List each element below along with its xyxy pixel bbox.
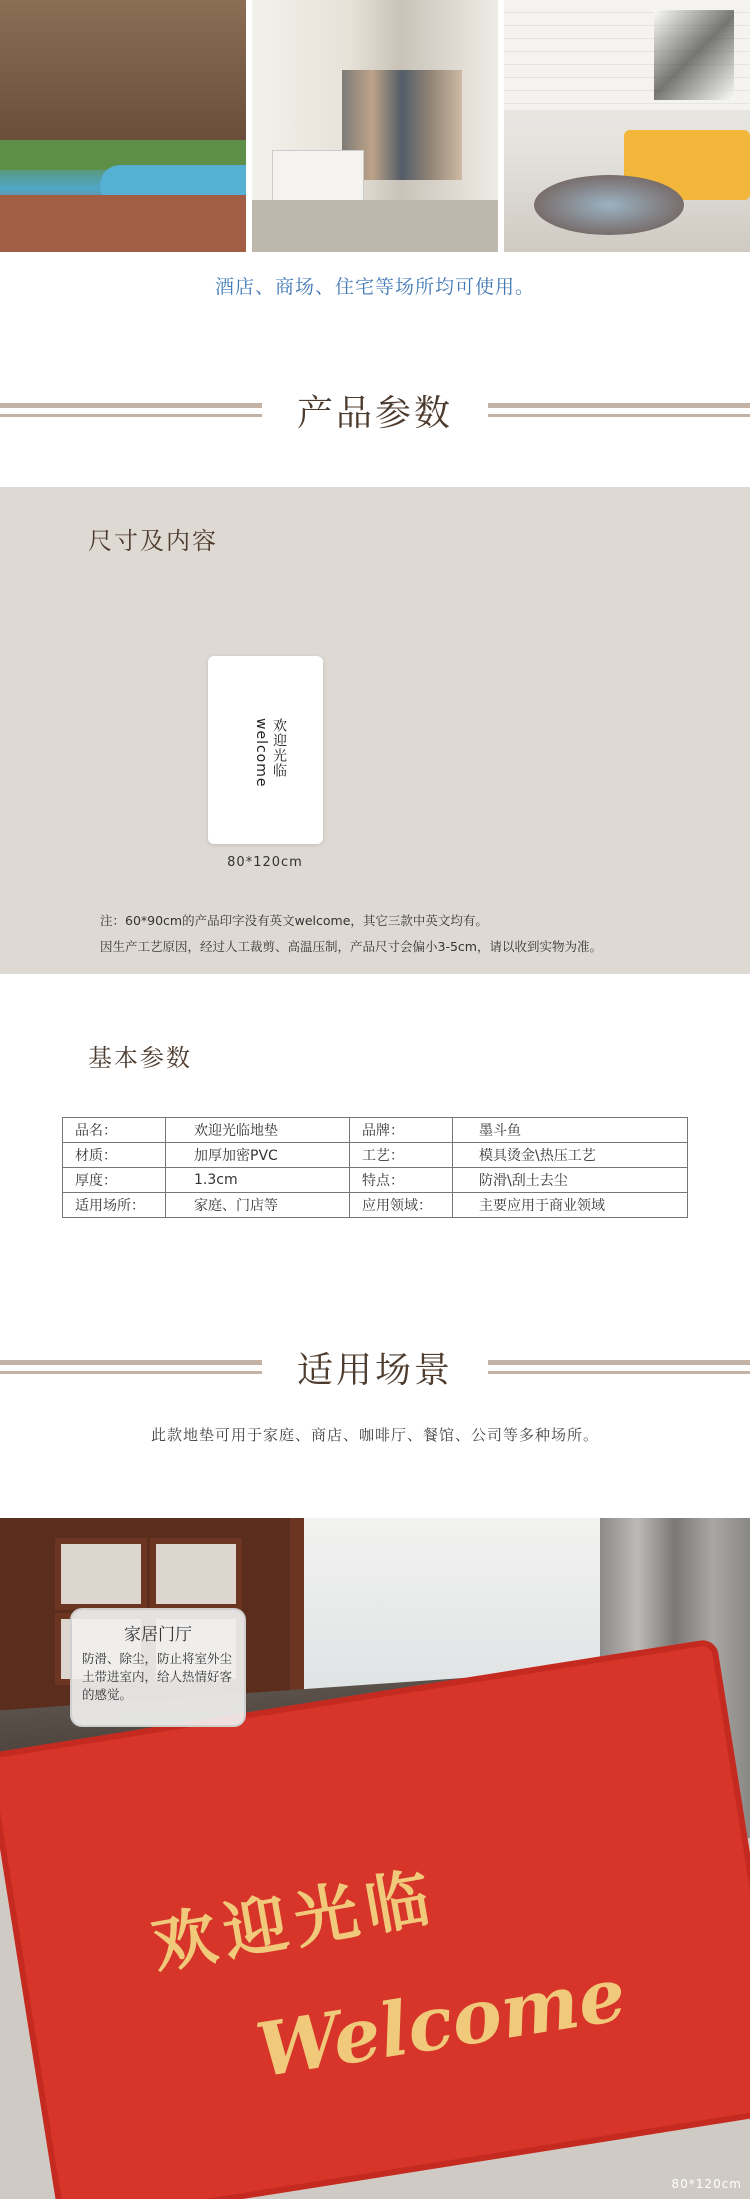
mat-size-label: 80*120cm — [227, 855, 303, 870]
params-table — [62, 1117, 688, 1218]
param-key: 适用场所： — [63, 1193, 166, 1218]
scene-tag-body: 防滑、除尘，防止将室外尘土带进室内，给人热情好客的感觉。 — [82, 1651, 233, 1702]
mat-diagram — [208, 656, 323, 844]
living-room-photo — [504, 0, 750, 252]
scene-tag-title: 家居门厅 — [124, 1625, 192, 1645]
mat-diagram-text — [248, 718, 288, 787]
rug-chinese-text: 欢迎光临 — [146, 1859, 444, 1984]
top-caption: 酒店、商场、住宅等场所均可使用。 — [214, 276, 535, 298]
section-title: 产品参数 — [296, 393, 453, 434]
table-row — [63, 1193, 688, 1218]
size-panel-title: 尺寸及内容 — [88, 527, 218, 555]
param-key: 厚度： — [63, 1168, 166, 1193]
scene-size-label: 80*120cm — [671, 2177, 742, 2191]
hotel-photo — [0, 0, 246, 252]
note-line-2: 因生产工艺原因，经过人工裁剪、高温压制，产品尺寸会偏小3-5cm，请以收到实物为准。 — [100, 939, 602, 954]
shop-photo — [252, 0, 498, 252]
basic-params-title: 基本参数 — [88, 1044, 192, 1072]
param-value: 墨斗鱼 — [453, 1118, 688, 1143]
param-key: 特点： — [350, 1168, 453, 1193]
rug-welcome-text: Welcome — [250, 1951, 632, 2095]
note-line-1: 注：60*90cm的产品印字没有英文welcome，其它三款中英文均有。 — [100, 913, 488, 928]
param-value: 防滑\刮土去尘 — [453, 1168, 688, 1193]
param-value: 家庭、门店等 — [166, 1193, 350, 1218]
param-key: 应用领域： — [350, 1193, 453, 1218]
section-header-scenes — [0, 1342, 750, 1402]
table-row — [63, 1143, 688, 1168]
param-value: 欢迎光临地垫 — [166, 1118, 350, 1143]
scene-caption: 此款地垫可用于家庭、商店、咖啡厅、餐馆、公司等多种场所。 — [150, 1426, 599, 1444]
table-row — [63, 1118, 688, 1143]
section-title: 适用场景 — [296, 1350, 453, 1391]
size-panel — [0, 487, 750, 974]
param-value: 1.3cm — [166, 1168, 350, 1193]
section-header-params — [0, 385, 750, 445]
param-key: 品牌： — [350, 1118, 453, 1143]
mat-en-label: welcome — [253, 718, 269, 788]
scene-tag — [70, 1608, 246, 1727]
table-row — [63, 1168, 688, 1193]
param-key: 品名： — [63, 1118, 166, 1143]
param-value: 模具烫金\热压工艺 — [453, 1143, 688, 1168]
mat-cn-label: 欢迎光临 — [271, 718, 287, 778]
param-key: 工艺： — [350, 1143, 453, 1168]
param-value: 主要应用于商业领域 — [453, 1193, 688, 1218]
param-value: 加厚加密PVC — [166, 1143, 350, 1168]
param-key: 材质： — [63, 1143, 166, 1168]
